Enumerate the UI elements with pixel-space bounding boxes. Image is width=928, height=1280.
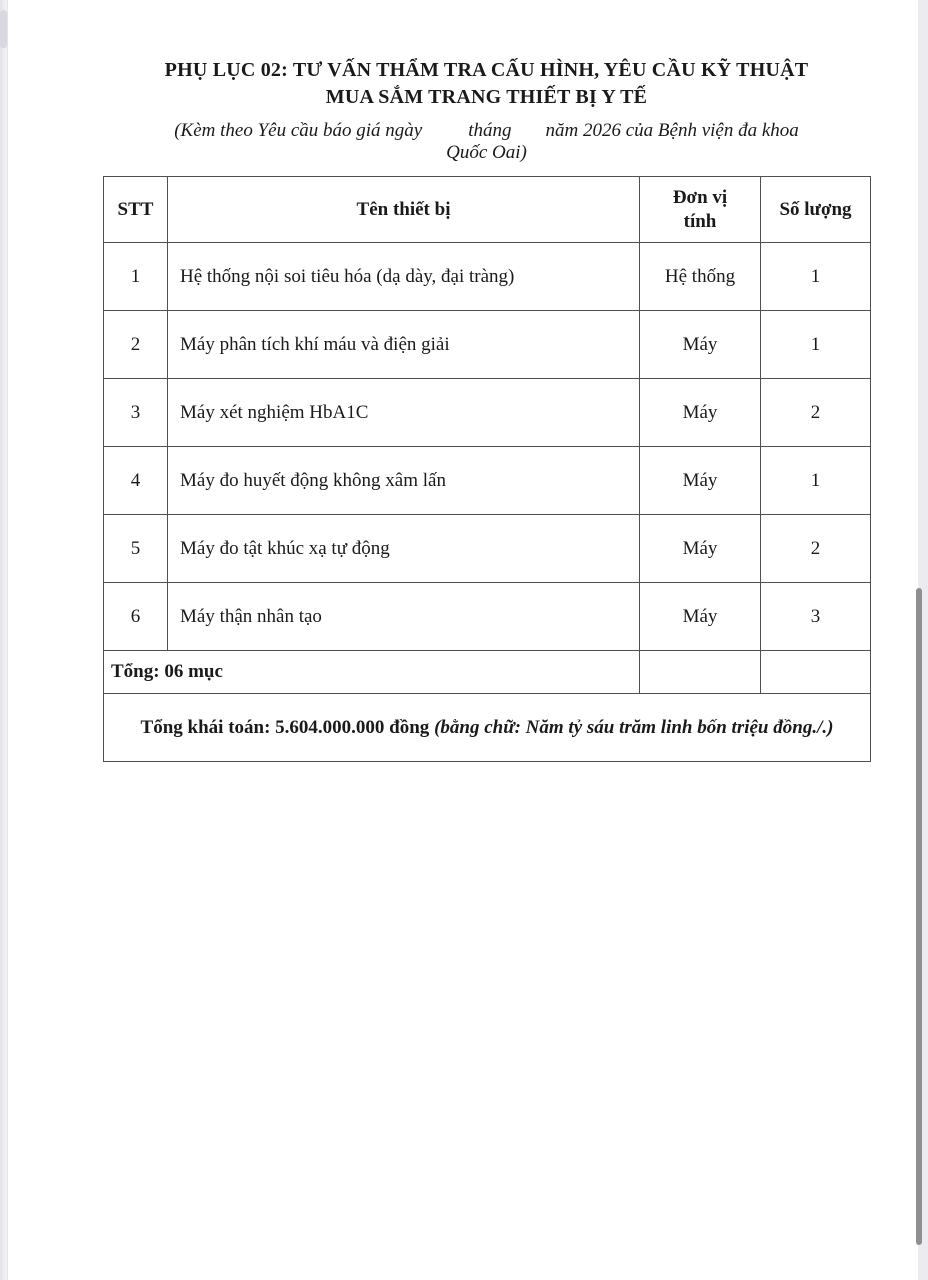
page-left-edge [0, 0, 8, 1280]
table-row [104, 447, 871, 515]
row-unit: Máy [640, 311, 761, 379]
scrollbar-thumb[interactable] [916, 588, 922, 1245]
summary-unit-empty [640, 651, 761, 694]
subtitle-line-2: Quốc Oai) [446, 142, 527, 163]
row-unit: Máy [640, 447, 761, 515]
row-name: Máy thận nhân tạo [168, 583, 640, 651]
header-name: Tên thiết bị [168, 177, 640, 243]
row-stt: 1 [104, 243, 168, 311]
row-unit: Hệ thống [640, 243, 761, 311]
row-name: Máy phân tích khí máu và điện giải [168, 311, 640, 379]
document-page [103, 0, 870, 762]
table-row [104, 515, 871, 583]
document-title [103, 57, 870, 111]
grand-total-cell [104, 694, 871, 762]
table-row [104, 311, 871, 379]
summary-qty-empty [761, 651, 871, 694]
title-line-2: MUA SẮM TRANG THIẾT BỊ Y TẾ [325, 86, 648, 108]
table-header-row [104, 177, 871, 243]
header-unit: Đơn vị tính [640, 177, 761, 243]
row-unit: Máy [640, 515, 761, 583]
grand-total-amount: Tổng khái toán: 5.604.000.000 đồng [140, 716, 430, 738]
row-stt: 2 [104, 311, 168, 379]
subtitle-part-3: năm 2026 của Bệnh viện đa khoa [545, 120, 799, 141]
page-left-edge-highlight [0, 10, 7, 48]
row-unit: Máy [640, 583, 761, 651]
row-unit: Máy [640, 379, 761, 447]
subtitle-part-2: tháng [468, 120, 512, 141]
subtitle-line-1 [103, 120, 870, 142]
row-stt: 4 [104, 447, 168, 515]
row-stt: 6 [104, 583, 168, 651]
title-line-1: PHỤ LỤC 02: TƯ VẤN THẨM TRA CẤU HÌNH, YÊU CẦU KỸ THUẬT [164, 59, 809, 81]
row-name: Máy đo tật khúc xạ tự động [168, 515, 640, 583]
document-subtitle [103, 120, 870, 164]
table-row [104, 243, 871, 311]
header-stt: STT [104, 177, 168, 243]
header-qty: Số lượng [761, 177, 871, 243]
table-row [104, 583, 871, 651]
row-name: Máy xét nghiệm HbA1C [168, 379, 640, 447]
summary-label: Tổng: 06 mục [104, 651, 640, 694]
grand-total-row [104, 694, 871, 762]
row-name: Máy đo huyết động không xâm lấn [168, 447, 640, 515]
row-qty: 2 [761, 515, 871, 583]
row-stt: 5 [104, 515, 168, 583]
equipment-table [103, 176, 871, 762]
row-qty: 2 [761, 379, 871, 447]
row-name: Hệ thống nội soi tiêu hóa (dạ dày, đại tràng) [168, 243, 640, 311]
row-qty: 1 [761, 311, 871, 379]
summary-row [104, 651, 871, 694]
row-qty: 1 [761, 447, 871, 515]
row-stt: 3 [104, 379, 168, 447]
row-qty: 1 [761, 243, 871, 311]
table-row [104, 379, 871, 447]
row-qty: 3 [761, 583, 871, 651]
grand-total-words: (bằng chữ: Năm tỷ sáu trăm linh bốn triệu đồng./.) [434, 716, 834, 738]
subtitle-part-1: (Kèm theo Yêu cầu báo giá ngày [174, 120, 423, 141]
